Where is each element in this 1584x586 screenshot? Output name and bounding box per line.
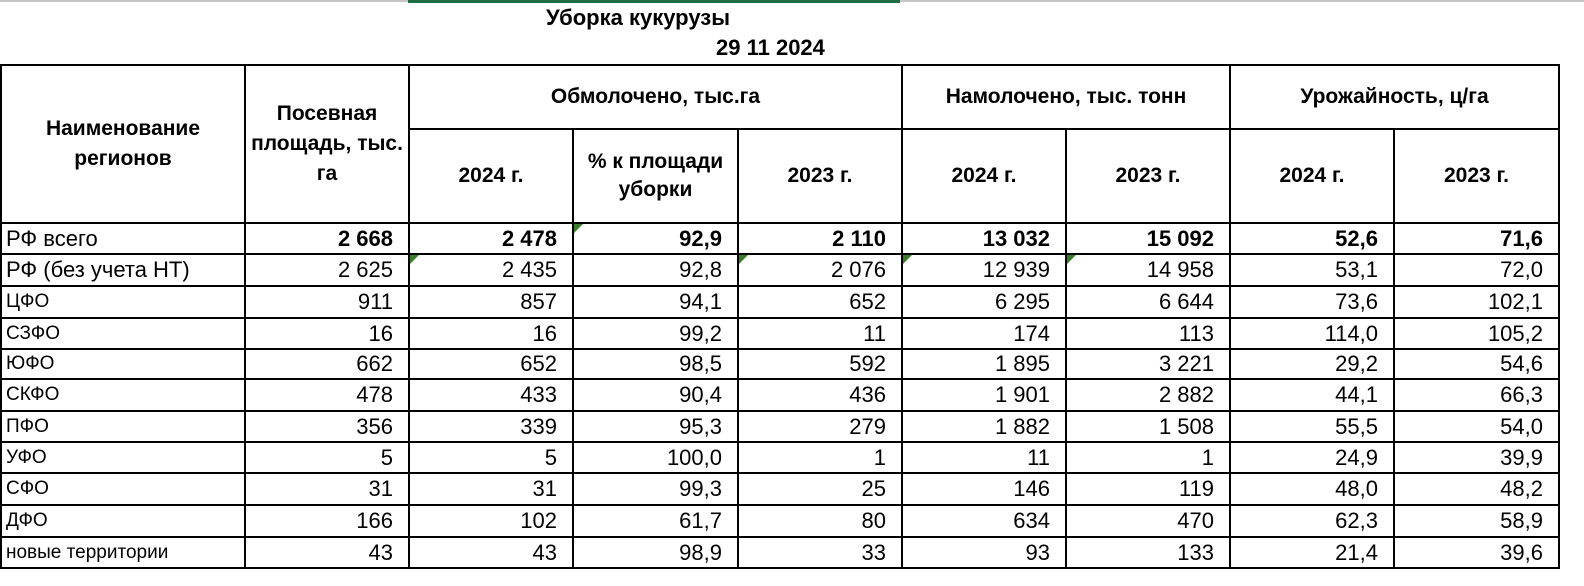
sown-area-cell[interactable] [245,349,409,379]
cell-value: 1 895 [994,351,1050,376]
table-row [1,442,1559,473]
cell-value: 12 939 [982,257,1050,282]
harvested-2023-cell[interactable] [1066,286,1230,318]
harvested-2023-cell[interactable] [1066,318,1230,349]
region-name-cell[interactable] [1,537,245,568]
cell-value: СЗФО [6,322,60,344]
region-name-cell[interactable] [1,349,245,379]
threshed-2023-cell[interactable] [738,411,902,442]
cell-value: 6 295 [994,289,1050,314]
cell-value: 48,0 [1335,476,1378,501]
cell-value: 98,9 [679,539,722,565]
cell-value: РФ (без учета НТ) [6,257,190,282]
harvested-2024-cell[interactable] [902,473,1066,505]
cell-value: 662 [356,351,393,376]
harvested-2024-cell[interactable] [902,349,1066,379]
region-name-cell[interactable] [1,411,245,442]
header-yield-2024[interactable]: 2024 г. [1230,129,1394,223]
header-sown-area[interactable]: Посевная площадь, тыс. га [245,65,409,223]
header-harvested-tons[interactable]: Намолочено, тыс. тонн [902,65,1230,129]
cell-value: 652 [520,351,557,376]
region-name-cell[interactable] [1,318,245,349]
threshed-2024-cell[interactable] [409,254,573,286]
threshed-pct-cell[interactable] [573,537,738,568]
cell-value: 80 [861,508,886,533]
threshed-pct-cell[interactable] [573,223,738,254]
cell-value: РФ всего [6,225,98,251]
selected-column-indicator [408,0,900,3]
sown-area-cell[interactable] [245,411,409,442]
cell-value: ЦФО [6,291,50,312]
yield-2023-cell[interactable] [1394,505,1559,537]
harvested-2024-cell[interactable] [902,318,1066,349]
harvested-2024-cell[interactable] [902,379,1066,411]
cell-value: 98,5 [679,351,722,376]
table-row [1,286,1559,318]
threshed-pct-cell[interactable] [573,411,738,442]
harvested-2024-cell[interactable] [902,223,1066,254]
cell-value: 857 [520,289,557,314]
threshed-2023-cell[interactable] [738,286,902,318]
threshed-pct-cell[interactable] [573,286,738,318]
harvest-table [0,64,1560,569]
cell-value: 53,1 [1335,257,1378,282]
cell-value: 54,6 [1500,351,1543,376]
cell-value: ПФО [6,415,49,437]
cell-value: 133 [1177,539,1214,565]
table-row [1,254,1559,286]
harvested-2024-cell[interactable] [902,254,1066,286]
cell-value: 100,0 [666,444,722,470]
cell-value: 119 [1178,476,1214,501]
sown-area-cell[interactable] [245,223,409,254]
yield-2024-cell[interactable] [1230,318,1394,349]
table-row [1,349,1559,379]
cell-value: 73,6 [1335,289,1378,314]
cell-value: СКФО [6,384,60,405]
yield-2024-cell[interactable] [1230,537,1394,568]
cell-value: 90,4 [679,382,722,407]
threshed-pct-cell[interactable] [573,349,738,379]
table-row [1,505,1559,537]
yield-2023-cell[interactable] [1394,537,1559,568]
cell-value: 11 [863,320,886,346]
cell-value: 93 [1025,539,1050,565]
yield-2023-cell[interactable] [1394,223,1559,254]
region-name-cell[interactable] [1,223,245,254]
sown-area-cell[interactable] [245,473,409,505]
sown-area-cell[interactable] [245,318,409,349]
cell-value: 94,1 [679,289,722,314]
threshed-pct-cell[interactable] [573,318,738,349]
yield-2024-cell[interactable] [1230,505,1394,537]
harvested-2023-cell[interactable] [1066,442,1230,473]
threshed-pct-cell[interactable] [573,473,738,505]
cell-value: 14 958 [1146,257,1214,282]
cell-value: 652 [849,289,886,314]
cell-value: 25 [861,476,886,501]
harvested-2024-cell[interactable] [902,537,1066,568]
threshed-2024-cell[interactable] [409,505,573,537]
harvested-2023-cell[interactable] [1066,223,1230,254]
cell-value: 71,6 [1500,225,1543,251]
cell-value: 5 [544,444,557,470]
cell-value: 433 [520,382,557,407]
sown-area-cell[interactable] [245,286,409,318]
header-harvested-2024[interactable]: 2024 г. [902,129,1066,223]
cell-value: 2 882 [1158,382,1214,407]
cell-value: 55,5 [1335,413,1378,439]
cell-value: 13 032 [982,225,1050,251]
header-threshed-2023[interactable]: 2023 г. [738,129,902,223]
table-row [1,223,1559,254]
threshed-2024-cell[interactable] [409,349,573,379]
cell-value: 95,3 [679,413,722,439]
threshed-2023-cell[interactable] [738,379,902,411]
harvested-2024-cell[interactable] [902,286,1066,318]
header-threshed-pct[interactable]: % к площади уборки [573,129,738,223]
error-indicator-icon [903,255,912,264]
cell-value: 44,1 [1335,382,1378,407]
sown-area-cell[interactable] [245,254,409,286]
yield-2023-cell[interactable] [1394,349,1559,379]
region-name-cell[interactable] [1,286,245,318]
error-indicator-icon [739,255,748,264]
error-indicator-icon [1067,255,1076,264]
cell-value: 62,3 [1335,508,1378,533]
cell-value: 92,9 [679,225,722,251]
cell-value: 11 [1027,444,1050,470]
header-threshed-area[interactable]: Обмолочено, тыс.га [409,65,902,129]
cell-value: 39,9 [1500,444,1543,470]
cell-value: СФО [6,478,49,499]
threshed-2024-cell[interactable] [409,411,573,442]
threshed-2024-cell[interactable] [409,537,573,568]
region-name-cell[interactable] [1,379,245,411]
cell-value: 279 [849,413,886,439]
cell-value: 43 [532,539,557,565]
error-indicator-icon [410,255,419,264]
cell-value: 24,9 [1335,444,1378,470]
cell-value: 2 478 [501,225,557,251]
yield-2024-cell[interactable] [1230,379,1394,411]
cell-value: 43 [368,539,393,565]
cell-value: 1 901 [994,382,1050,407]
table-row [1,318,1559,349]
cell-value: 114,0 [1324,320,1378,346]
cell-value: 1 [1201,444,1214,470]
threshed-2024-cell[interactable] [409,286,573,318]
sown-area-cell[interactable] [245,442,409,473]
yield-2023-cell[interactable] [1394,442,1559,473]
cell-value: 39,6 [1500,539,1543,565]
yield-2023-cell[interactable] [1394,379,1559,411]
yield-2023-cell[interactable] [1394,473,1559,505]
cell-value: 634 [1013,508,1050,533]
threshed-2024-cell[interactable] [409,442,573,473]
header-yield[interactable]: Урожайность, ц/га [1230,65,1559,129]
threshed-2023-cell[interactable] [738,349,902,379]
cell-value: 2 625 [337,257,393,282]
cell-value: 2 076 [830,257,886,282]
cell-value: 2 435 [501,257,557,282]
yield-2023-cell[interactable] [1394,286,1559,318]
yield-2023-cell[interactable] [1394,411,1559,442]
harvested-2023-cell[interactable] [1066,473,1230,505]
cell-value: УФО [6,446,47,468]
sown-area-cell[interactable] [245,379,409,411]
cell-value: 66,3 [1500,382,1543,407]
cell-value: 174 [1013,320,1050,346]
yield-2024-cell[interactable] [1230,442,1394,473]
cell-value: 1 [873,444,886,470]
cell-value: 3 221 [1158,351,1214,376]
yield-2024-cell[interactable] [1230,473,1394,505]
threshed-2023-cell[interactable] [738,537,902,568]
report-date: 29 11 2024 [716,35,825,60]
table-row [1,537,1559,568]
table-row [1,411,1559,442]
threshed-2024-cell[interactable] [409,318,573,349]
cell-value: 592 [849,351,886,376]
sown-area-cell[interactable] [245,537,409,568]
header-harvested-2023[interactable]: 2023 г. [1066,129,1230,223]
harvested-2024-cell[interactable] [902,411,1066,442]
page-title: Уборка кукурузы [546,5,730,30]
yield-2023-cell[interactable] [1394,254,1559,286]
harvested-2023-cell[interactable] [1066,379,1230,411]
cell-value: 31 [368,476,393,501]
threshed-2023-cell[interactable] [738,505,902,537]
cell-value: 52,6 [1335,225,1378,251]
cell-value: 166 [356,508,393,533]
threshed-2023-cell[interactable] [738,223,902,254]
yield-2024-cell[interactable] [1230,411,1394,442]
threshed-pct-cell[interactable] [573,442,738,473]
yield-2023-cell[interactable] [1394,318,1559,349]
harvested-2023-cell[interactable] [1066,537,1230,568]
cell-value: 16 [532,320,557,346]
error-indicator-icon [574,224,583,233]
cell-value: 58,9 [1500,508,1543,533]
yield-2024-cell[interactable] [1230,286,1394,318]
threshed-2023-cell[interactable] [738,318,902,349]
threshed-2024-cell[interactable] [409,473,573,505]
cell-value: 72,0 [1500,257,1543,282]
threshed-pct-cell[interactable] [573,505,738,537]
cell-value: 21,4 [1335,539,1378,565]
harvested-2023-cell[interactable] [1066,505,1230,537]
cell-value: 146 [1013,476,1050,501]
cell-value: 16 [368,320,393,346]
cell-value: 15 092 [1146,225,1214,251]
cell-value: 2 668 [337,225,393,251]
threshed-2024-cell[interactable] [409,223,573,254]
cell-value: 105,2 [1487,320,1543,346]
header-region[interactable]: Наименование регионов [1,65,245,223]
cell-value: 92,8 [679,257,722,282]
cell-value: 29,2 [1335,351,1378,376]
header-threshed-2024[interactable]: 2024 г. [409,129,573,223]
table-row [1,379,1559,411]
cell-value: 356 [356,413,393,439]
harvested-2024-cell[interactable] [902,442,1066,473]
cell-value: 478 [356,382,393,407]
cell-value: 99,2 [679,320,722,346]
cell-value: ЮФО [6,353,55,374]
cell-value: 339 [520,413,557,439]
cell-value: 1 882 [994,413,1050,439]
yield-2024-cell[interactable] [1230,349,1394,379]
yield-2024-cell[interactable] [1230,254,1394,286]
cell-value: 470 [1177,508,1214,533]
cell-value: 102 [520,508,557,533]
harvested-2024-cell[interactable] [902,505,1066,537]
cell-value: 48,2 [1500,476,1543,501]
threshed-2023-cell[interactable] [738,442,902,473]
region-name-cell[interactable] [1,505,245,537]
threshed-2023-cell[interactable] [738,473,902,505]
cell-value: 6 644 [1158,289,1214,314]
cell-value: 31 [532,476,557,501]
region-name-cell[interactable] [1,254,245,286]
cell-value: 33 [861,539,886,565]
yield-2024-cell[interactable] [1230,223,1394,254]
cell-value: 2 110 [832,225,886,251]
cell-value: 436 [849,382,886,407]
harvested-2023-cell[interactable] [1066,411,1230,442]
region-name-cell[interactable] [1,473,245,505]
harvested-2023-cell[interactable] [1066,349,1230,379]
cell-value: 5 [380,444,393,470]
threshed-2023-cell[interactable] [738,254,902,286]
cell-value: ДФО [6,510,48,531]
harvested-2023-cell[interactable] [1066,254,1230,286]
threshed-pct-cell[interactable] [573,379,738,411]
cell-value: 1 508 [1158,413,1214,439]
cell-value: 99,3 [679,476,722,501]
table-row [1,473,1559,505]
sown-area-cell[interactable] [245,505,409,537]
cell-value: новые территории [6,541,169,563]
cell-value: 61,7 [679,508,722,533]
cell-value: 911 [357,289,393,314]
cell-value: 54,0 [1500,413,1543,439]
header-yield-2023[interactable]: 2023 г. [1394,129,1559,223]
threshed-2024-cell[interactable] [409,379,573,411]
threshed-pct-cell[interactable] [573,254,738,286]
cell-value: 102,1 [1487,289,1543,314]
region-name-cell[interactable] [1,442,245,473]
cell-value: 113 [1178,320,1214,346]
